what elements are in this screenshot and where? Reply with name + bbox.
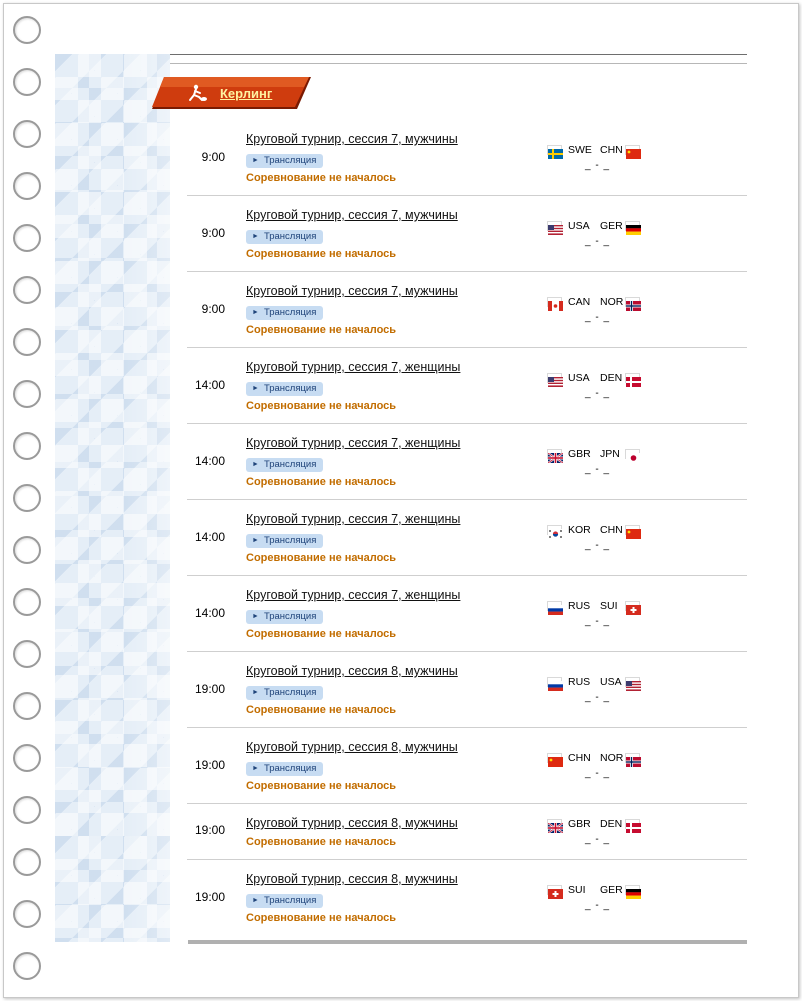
home-team-code: USA — [568, 372, 590, 384]
flag-nor-icon — [625, 753, 640, 763]
flag-den-icon — [625, 819, 640, 829]
away-team-code: NOR — [600, 752, 624, 764]
event-title-link[interactable]: Круговой турнир, сессия 8, мужчины — [246, 872, 458, 886]
flag-ger-icon — [625, 885, 640, 895]
away-team-code: JPN — [600, 448, 620, 460]
event-time: 14:00 — [194, 378, 225, 392]
binder-ring — [13, 172, 41, 200]
play-icon: ► — [252, 461, 259, 468]
broadcast-button[interactable] — [246, 762, 323, 776]
away-team-code: GER — [600, 884, 623, 896]
flag-chn-icon — [547, 753, 562, 763]
event-title-link[interactable]: Круговой турнир, сессия 7, женщины — [246, 436, 461, 450]
broadcast-label: Трансляция — [263, 611, 317, 622]
play-icon: ► — [252, 157, 259, 164]
event-status: Соревнование не началось — [246, 780, 397, 792]
event-row — [187, 804, 747, 860]
event-time: 9:00 — [201, 302, 225, 316]
match-score: _ - _ — [585, 768, 611, 779]
home-team-code: SUI — [568, 884, 586, 896]
binder-ring — [13, 848, 41, 876]
broadcast-button[interactable] — [246, 154, 323, 168]
broadcast-label: Трансляция — [263, 687, 317, 698]
away-team-code: DEN — [600, 372, 623, 384]
event-title-link[interactable]: Круговой турнир, сессия 7, мужчины — [246, 208, 458, 222]
sport-link-curling[interactable]: Керлинг — [220, 86, 273, 101]
event-status: Соревнование не началось — [246, 552, 397, 564]
event-time: 19:00 — [194, 758, 225, 772]
match-score: _ - _ — [585, 312, 611, 323]
flag-nor-icon — [625, 297, 640, 307]
flag-sui-icon — [625, 601, 640, 611]
binder-ring — [13, 276, 41, 304]
away-team-code: USA — [600, 676, 622, 688]
event-status: Соревнование не началось — [246, 172, 397, 184]
broadcast-label: Трансляция — [263, 535, 317, 546]
event-time: 14:00 — [194, 530, 225, 544]
home-team-code: SWE — [568, 144, 592, 156]
flag-chn-icon — [625, 525, 640, 535]
binder-ring — [13, 68, 41, 96]
away-team-code: DEN — [600, 818, 623, 830]
match-score: _ - _ — [585, 464, 611, 475]
event-time: 19:00 — [194, 823, 225, 837]
event-row — [187, 272, 747, 348]
flag-kor-icon — [547, 525, 562, 535]
event-time: 14:00 — [194, 606, 225, 620]
binder-ring — [13, 588, 41, 616]
match-score: _ - _ — [585, 834, 611, 845]
broadcast-label: Трансляция — [263, 231, 317, 242]
binder-ring — [13, 380, 41, 408]
home-team-code: GBR — [568, 448, 591, 460]
play-icon: ► — [252, 385, 259, 392]
broadcast-label: Трансляция — [263, 155, 317, 166]
event-time: 9:00 — [201, 150, 225, 164]
event-status: Соревнование не началось — [246, 400, 397, 412]
play-icon: ► — [252, 537, 259, 544]
broadcast-button[interactable] — [246, 894, 323, 908]
event-time: 19:00 — [194, 682, 225, 696]
binder-ring — [13, 224, 41, 252]
flag-usa-icon — [625, 677, 640, 687]
home-team-code: GBR — [568, 818, 591, 830]
flag-rus-icon — [547, 601, 562, 611]
flag-gbr-icon — [547, 449, 562, 459]
match-score: _ - _ — [585, 388, 611, 399]
flag-usa-icon — [547, 373, 562, 383]
event-title-link[interactable]: Круговой турнир, сессия 8, мужчины — [246, 816, 458, 830]
flag-den-icon — [625, 373, 640, 383]
binder-ring — [13, 744, 41, 772]
broadcast-label: Трансляция — [263, 459, 317, 470]
broadcast-button[interactable] — [246, 306, 323, 320]
event-time: 14:00 — [194, 454, 225, 468]
broadcast-button[interactable] — [246, 230, 323, 244]
binder-ring — [13, 484, 41, 512]
event-status: Соревнование не началось — [246, 248, 397, 260]
flag-can-icon — [547, 297, 562, 307]
binder-ring — [13, 432, 41, 460]
event-status: Соревнование не началось — [246, 704, 397, 716]
play-icon: ► — [252, 233, 259, 240]
event-title-link[interactable]: Круговой турнир, сессия 7, женщины — [246, 512, 461, 526]
broadcast-button[interactable] — [246, 610, 323, 624]
play-icon: ► — [252, 765, 259, 772]
binder-ring — [13, 640, 41, 668]
broadcast-label: Трансляция — [263, 895, 317, 906]
curling-stone-icon — [188, 84, 208, 102]
binder-ring — [13, 536, 41, 564]
binder-ring — [13, 16, 41, 44]
broadcast-button[interactable] — [246, 458, 323, 472]
event-time: 19:00 — [194, 890, 225, 904]
event-row — [187, 500, 747, 576]
event-row — [187, 120, 747, 196]
broadcast-label: Трансляция — [263, 307, 317, 318]
binder-ring — [13, 796, 41, 824]
event-row — [187, 728, 747, 804]
match-score: _ - _ — [585, 900, 611, 911]
flag-rus-icon — [547, 677, 562, 687]
binder-ring — [13, 120, 41, 148]
play-icon: ► — [252, 613, 259, 620]
flag-jpn-icon — [625, 449, 640, 459]
away-team-code: GER — [600, 220, 623, 232]
match-score: _ - _ — [585, 540, 611, 551]
flag-ger-icon — [625, 221, 640, 231]
broadcast-label: Трансляция — [263, 763, 317, 774]
match-score: _ - _ — [585, 236, 611, 247]
broadcast-button[interactable] — [246, 686, 323, 700]
match-score: _ - _ — [585, 616, 611, 627]
binder-ring — [13, 692, 41, 720]
home-team-code: RUS — [568, 676, 591, 688]
flag-sui-icon — [547, 885, 562, 895]
event-status: Соревнование не началось — [246, 476, 397, 488]
event-row — [187, 576, 747, 652]
away-team-code: CHN — [600, 144, 623, 156]
event-row — [187, 424, 747, 500]
binder-ring — [13, 952, 41, 980]
broadcast-button[interactable] — [246, 534, 323, 548]
event-row — [187, 652, 747, 728]
event-title-link[interactable]: Круговой турнир, сессия 7, женщины — [246, 360, 461, 374]
event-title-link[interactable]: Круговой турнир, сессия 8, мужчины — [246, 740, 458, 754]
away-team-code: SUI — [600, 600, 618, 612]
broadcast-button[interactable] — [246, 382, 323, 396]
play-icon: ► — [252, 897, 259, 904]
away-team-code: CHN — [600, 524, 623, 536]
binder-ring — [13, 900, 41, 928]
home-team-code: USA — [568, 220, 590, 232]
flag-gbr-icon — [547, 819, 562, 829]
event-status: Соревнование не началось — [246, 836, 397, 848]
home-team-code: CHN — [568, 752, 591, 764]
home-team-code: RUS — [568, 600, 591, 612]
home-team-code: KOR — [568, 524, 591, 536]
bottom-divider — [188, 940, 747, 944]
play-icon: ► — [252, 309, 259, 316]
flag-swe-icon — [547, 145, 562, 155]
event-row — [187, 348, 747, 424]
event-title-link[interactable]: Круговой турнир, сессия 8, мужчины — [246, 664, 458, 678]
flag-usa-icon — [547, 221, 562, 231]
event-row — [187, 860, 747, 936]
event-time: 9:00 — [201, 226, 225, 240]
match-score: _ - _ — [585, 160, 611, 171]
binder-ring — [13, 328, 41, 356]
flag-chn-icon — [625, 145, 640, 155]
event-title-link[interactable]: Круговой турнир, сессия 7, мужчины — [246, 284, 458, 298]
event-status: Соревнование не началось — [246, 628, 397, 640]
away-team-code: NOR — [600, 296, 624, 308]
event-title-link[interactable]: Круговой турнир, сессия 7, мужчины — [246, 132, 458, 146]
broadcast-label: Трансляция — [263, 383, 317, 394]
home-team-code: CAN — [568, 296, 591, 308]
play-icon: ► — [252, 689, 259, 696]
event-title-link[interactable]: Круговой турнир, сессия 7, женщины — [246, 588, 461, 602]
event-row — [187, 196, 747, 272]
event-status: Соревнование не началось — [246, 324, 397, 336]
event-status: Соревнование не началось — [246, 912, 397, 924]
match-score: _ - _ — [585, 692, 611, 703]
